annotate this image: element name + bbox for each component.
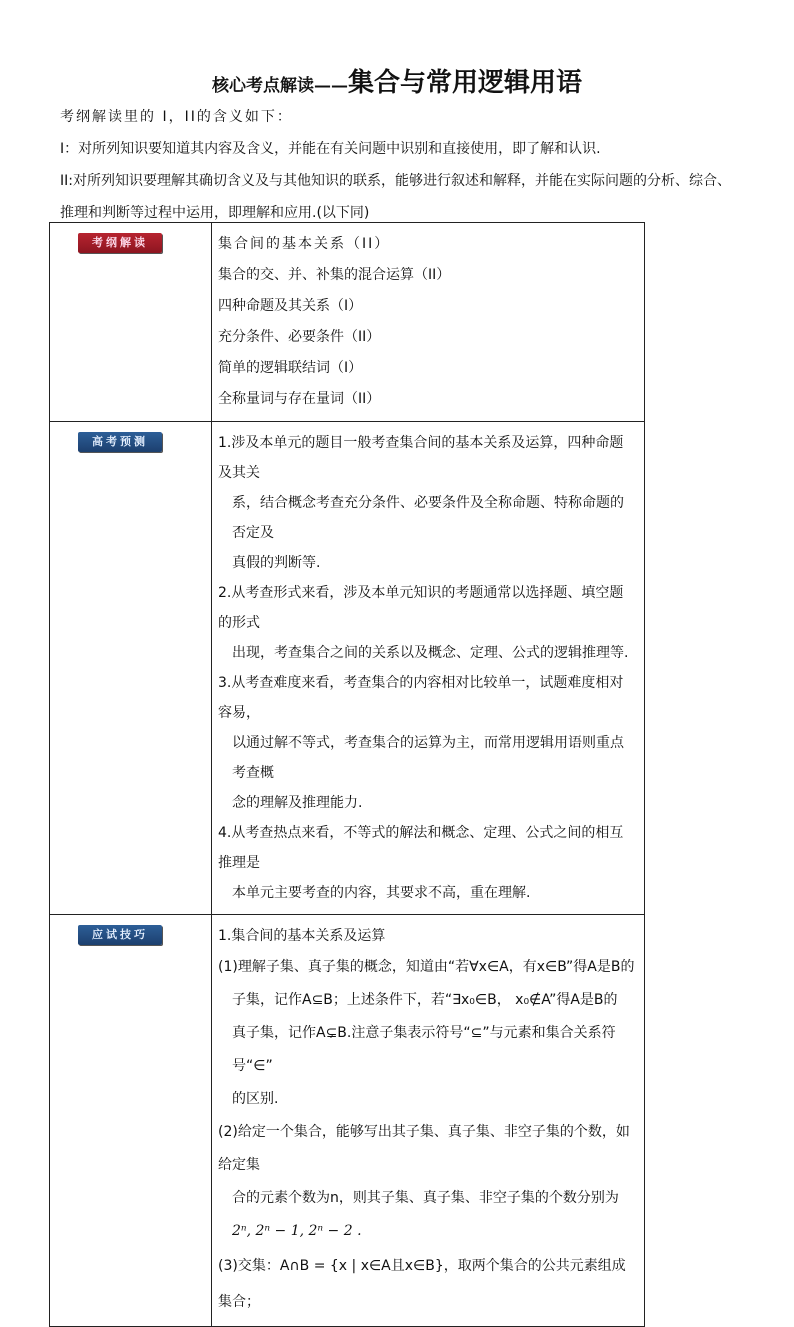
forecast-line: 真假的判断等. [232,555,321,571]
tips-line: 真子集，记作A⊊B.注意子集表示符号“⊆”与元素和集合关系符号“∈” [232,1025,616,1074]
syllabus-item: 简单的逻辑联结词（I） [218,360,363,376]
badge-syllabus: 考纲解读 [78,233,162,253]
intro-line-3: II:对所列知识要理解其确切含义及与其他知识的联系，能够进行叙述和解释，并能在实际问题的分析、综合、 [60,173,731,189]
tips-formula: 2ⁿ, 2ⁿ − 1, 2ⁿ − 2 . [232,1223,362,1239]
forecast-line: 出现，考查集合之间的关系以及概念、定理、公式的逻辑推理等. [232,645,629,661]
syllabus-item: 四种命题及其关系（I） [218,298,363,314]
forecast-line: 3.从考查难度来看，考查集合的内容相对比较单一，试题难度相对容易， [218,675,624,721]
tips-line: (3)交集：A∩B = {x | x∈A且x∈B}，取两个集合的公共元素组成集合； [218,1258,626,1310]
syllabus-item: 全称量词与存在量词（II） [218,391,381,407]
badge-forecast: 高考预测 [78,432,162,452]
forecast-line: 2.从考查形式来看，涉及本单元知识的考题通常以选择题、填空题的形式 [218,585,624,631]
intro-line-4: 推理和判断等过程中运用，即理解和应用.(以下同) [60,205,370,221]
title-prefix: 核心考点解读 [211,76,314,96]
tips-heading: 1.集合间的基本关系及运算 [218,928,386,944]
intro-line-1: 考纲解读里的 I，II的含义如下： [60,109,293,125]
tips-line: 的区别. [232,1091,279,1107]
content-cell-forecast [212,422,645,915]
content-cell-tips [212,915,645,1327]
row-forecast [50,422,645,915]
tips-line: (1)理解子集、真子集的概念，知道由“若∀x∈A，有x∈B”得A是B的 [218,959,635,975]
content-table [49,222,645,1327]
syllabus-item: 集合的交、并、补集的混合运算（II） [218,267,451,283]
row-tips [50,915,645,1327]
label-cell-forecast [50,422,212,915]
content-cell-syllabus [212,223,645,422]
intro [60,104,750,226]
syllabus-item: 集合间的基本关系（II） [218,236,391,252]
label-cell-syllabus [50,223,212,422]
label-cell-tips [50,915,212,1327]
tips-line: 合的元素个数为n，则其子集、真子集、非空子集的个数分别为 [232,1190,619,1206]
forecast-line: 以通过解不等式，考查集合的运算为主，而常用逻辑用语则重点考查概 [232,735,624,781]
tips-line: 子集，记作A⊆B；上述条件下，若“∃x₀∈B， x₀∉A”得A是B的 [232,992,618,1008]
forecast-line: 念的理解及推理能力. [232,795,363,811]
syllabus-item: 充分条件、必要条件（II） [218,329,381,345]
row-syllabus [50,223,645,422]
intro-line-2: I：对所列知识要知道其内容及含义，并能在有关问题中识别和直接使用，即了解和认识. [60,141,601,157]
badge-tips: 应试技巧 [78,925,162,945]
page-title [0,62,794,99]
forecast-line: 本单元主要考查的内容，其要求不高，重在理解. [232,885,531,901]
forecast-line: 4.从考查热点来看，不等式的解法和概念、定理、公式之间的相互推理是 [218,825,624,871]
forecast-line: 系，结合概念考查充分条件、必要条件及全称命题、特称命题的否定及 [232,495,624,541]
tips-line: (2)给定一个集合，能够写出其子集、真子集、非空子集的个数，如给定集 [218,1124,630,1173]
forecast-line: 1.涉及本单元的题目一般考查集合间的基本关系及运算，四种命题及其关 [218,435,624,481]
title-main: 集合与常用逻辑用语 [347,68,582,98]
title-dash: —— [313,76,348,96]
